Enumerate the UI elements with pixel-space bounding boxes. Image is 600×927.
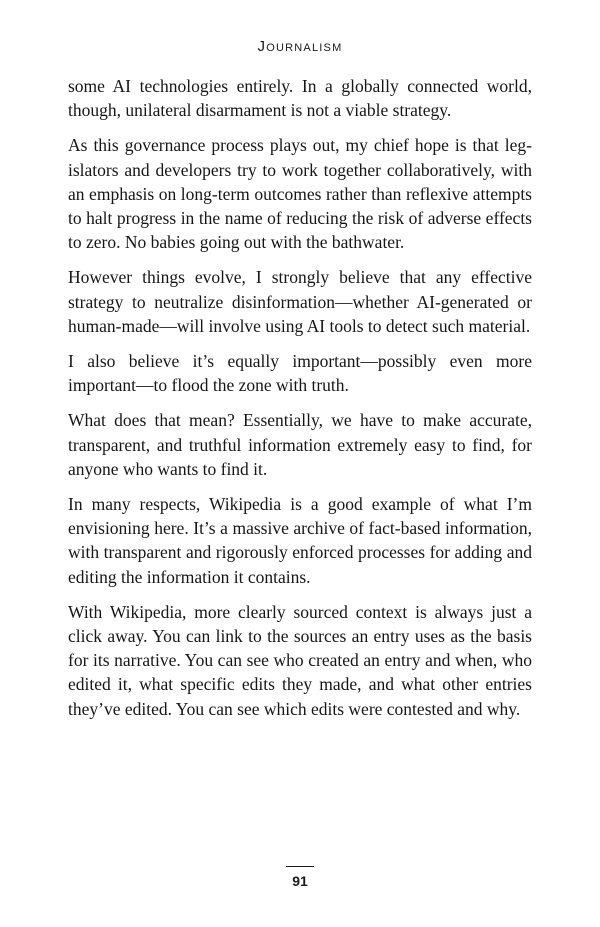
paragraph: In many respects, Wikipedia is a good example of what I’m envisioning here. It’s a massive archive of fact-based information, with transparent and rigorously enforced processes for adding and editing the information it contains.: [68, 494, 532, 587]
page-number-rule: [286, 866, 314, 867]
paragraph: However things evolve, I strongly believe that any effective strategy to neutralize disinformation—whether AI-generated or human-made—will involve using AI tools to detect such material.: [68, 267, 532, 336]
body-text: [68, 74, 532, 732]
running-header: Journalism: [257, 38, 343, 55]
paragraph: As this governance process plays out, my chief hope is that legislators and developers try to work together collaboratively, with an emphasis on long-term outcomes rather than reflexive attempts to halt progress in the name of reducing the risk of adverse effects to zero. No babies going out with the bathwater.: [68, 135, 532, 253]
page-number: 91: [292, 873, 308, 889]
paragraph: What does that mean? Essentially, we have to make accurate, transparent, and truthful information extremely easy to find, for anyone who wants to find it.: [68, 410, 532, 479]
paragraph: With Wikipedia, more clearly sourced context is always just a click away. You can link to the sources an entry uses as the basis for its narrative. You can see who created an entry and when, who edited it, what specific edits they made, and what other entries they’ve edited. You can see which edits were contested and why.: [68, 601, 532, 719]
paragraph: some AI technologies entirely. In a globally connected world, though, unilateral disarmament is not a viable strategy.: [68, 76, 532, 121]
paragraph: I also believe it’s equally important—possibly even more important—to flood the zone with truth.: [68, 351, 532, 396]
